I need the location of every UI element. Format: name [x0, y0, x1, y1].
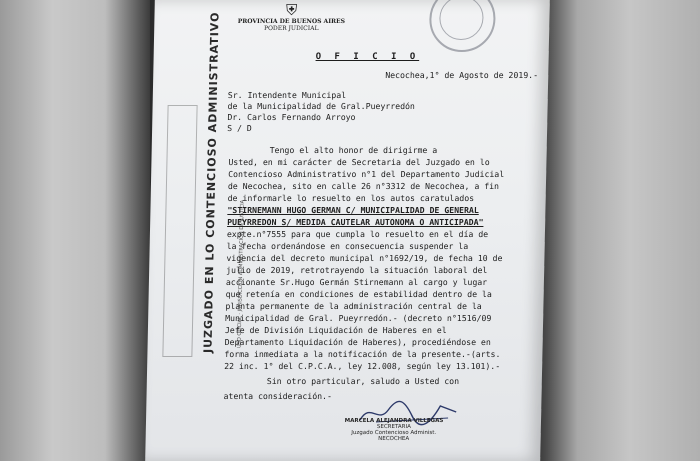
blurred-background-right [525, 0, 700, 461]
side-stamp-small-text: USO OFICIAL · JURISDICCION ADMINISTRACION DE JUSTICIA [236, 199, 246, 348]
body-line: Departamento Liquidación de Haberes), procediéndose en [224, 337, 491, 347]
body-line: que retenía en condiciones de estabilidad dentro de la [225, 289, 492, 299]
body-line: Tengo el alto honor de dirigirme a [269, 145, 438, 155]
blurred-background-left [0, 0, 150, 461]
official-document [145, 0, 550, 461]
signatory-city: NECOCHEA [378, 436, 410, 443]
signature-stamp [344, 418, 445, 442]
signatory-name: MARCELA ALEJANDRA VILLEGAS [344, 418, 444, 424]
body-line: expte.n°7555 para que cumpla lo resuelto en el día de [226, 229, 489, 239]
letterhead-province: PROVINCIA DE BUENOS AIRES [237, 18, 346, 26]
court-seal-icon [429, 0, 496, 52]
body-line: julio de 2019, retrotrayendo la situación laboral del [226, 265, 488, 275]
body-line: forma inmediata a la notificación de la presente.-(arts. [224, 349, 501, 359]
body-line: Jefe de División Liquidación de Haberes en el [224, 325, 447, 335]
place-date: Necochea,1° de Agosto de 2019.- [385, 70, 539, 80]
recipient-line: de la Municipalidad de Gral.Pueyrredón [227, 101, 416, 111]
signatory-role: SECRETARIA [376, 424, 411, 431]
body-line: planta permanente de la administración central de la [225, 301, 482, 311]
closing-line: atenta consideración.- [223, 391, 333, 401]
case-title-line: "STIRNEMANN HUGO GERMAN C/ MUNICIPALIDAD DE GENERAL [227, 205, 479, 215]
letterhead-branch: PODER JUDICIAL [263, 25, 319, 33]
body-line: de Necochea, sito en calle 26 n°3312 de Necochea, a fin [227, 181, 500, 191]
case-title-line: PUEYRREDON S/ MEDIDA CAUTELAR AUTONOMA O ANTICIPADA" [227, 217, 484, 227]
body-line: vigencia del decreto municipal n°1692/19, de fecha 10 de [226, 253, 503, 263]
body-line: Usted, en mi carácter de Secretaria del Juzgado en lo [228, 157, 490, 167]
coat-of-arms-icon: ⛨ [285, 1, 298, 19]
recipient-line: Sr. Intendente Municipal [227, 90, 347, 100]
document-title: O F I C I O [315, 52, 420, 62]
body-line: la fecha ordenándose en consecuencia suspender la [226, 241, 469, 251]
recipient-line: Dr. Carlos Fernando Arroyo [227, 112, 356, 122]
body-line: accionante Sr.Hugo Germán Stirnemann al cargo y lugar [225, 277, 488, 287]
recipient-line: S / D [227, 123, 252, 133]
closing-line: Sin otro particular, saludo a Usted con [266, 376, 460, 386]
letterhead [236, 2, 347, 33]
side-stamp-frame [162, 105, 197, 357]
signatory-court: Juzgado Contencioso Administ. [351, 430, 437, 437]
body-line: 22 inc. 1° del C.P.C.A., ley 12.008, según ley 13.101).- [224, 361, 501, 371]
side-stamp-text: JUZGADO EN LO CONTENCIOSO ADMINISTRATIVO [201, 11, 222, 353]
body-line: de informarle lo resuelto en los autos caratulados [227, 193, 475, 203]
body-line: Municipalidad de Gral. Pueyrredón.- (decreto n°1516/09 [225, 313, 492, 323]
body-line: Contencioso Administrativo n°1 del Departamento Judicial [228, 169, 505, 179]
